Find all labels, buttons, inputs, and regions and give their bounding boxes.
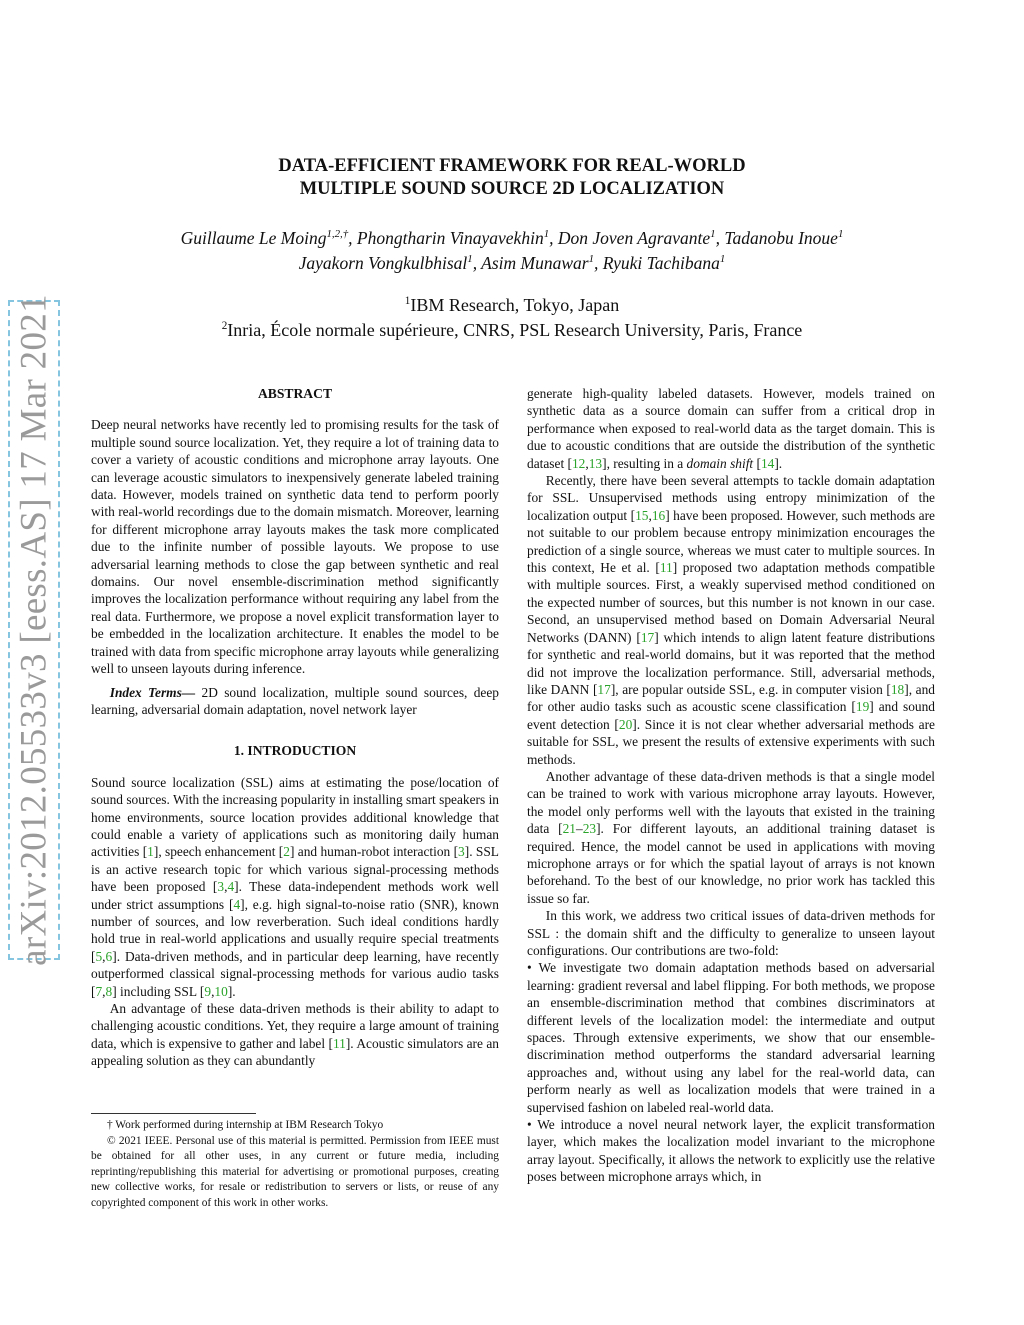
arxiv-stamp: arXiv:2012.05533v3 [eess.AS] 17 Mar 2021 [13, 294, 55, 966]
arxiv-stamp-box [8, 294, 60, 966]
author-affil-marker: 1 [588, 253, 595, 266]
paper-title [150, 155, 874, 201]
citation-link[interactable]: 16 [651, 507, 666, 523]
abstract-text: Deep neural networks have recently led to promising results for the task of multiple sound source localization. Yet, they require a lot of training data to cover a variety of acoustic conditions and microphone array layouts. One can leverage acoustic simulators to inexpensively generate labeled training data. However, models trained on synthetic data tend to perform poorly with real-world recordings due to the domain mismatch. Moreover, learning for different microphone array layouts makes the task more complicated due to the infinite number of possible layouts. We propose to use adversarial learning methods to close the gap between synthetic and real domains. Our novel ensemble-discrimination method significantly improves the localization performance without requiring any label from the real data. Furthermore, we propose a novel explicit transformation layer to be embedded in the localization architecture. It enables the model to be trained with data from specific microphone array layouts while generalizing well to unseen layouts during inference. [91, 417, 499, 677]
author-affil-marker: 1 [837, 228, 844, 241]
title-line-2: MULTIPLE SOUND SOURCE 2D LOCALIZATION [299, 179, 725, 199]
affiliations [140, 293, 884, 343]
author-name: Tadanobu Inoue [724, 228, 838, 248]
author-list [90, 226, 934, 276]
author-name: Jayakorn Vongkulbhisal [298, 253, 468, 273]
intro-paragraph-4: Recently, there have been several attempts to tackle domain adaptation for SSL. Unsupervised methods using entropy minimization of the localization output [15,16] have been proposed. However, such methods are not suitable to our problem because entropy minimization encourages the prediction of a single source, whereas we must cater to multiple sources. In this context, He et al. [11] proposed two adaptation methods compatible with multiple sources. First, a weakly supervised method conditioned on the expected number of sources, but this number is not known in our case. Second, an unsupervised method based on Domain Adversarial Neural Networks (DANN) [17] which intends to align latent feature distributions for synthetic and real-world domains, but it was reported that the method did not improve the localization performance. Still, adversarial methods, like DANN [17], are popular outside SSL, e.g. in computer vision [18], and for other audio tasks such as acoustic scene classification [19] and sound event detection [20]. Since it is not clear whether adversarial methods are suitable for SSL, we present the results of extensive experiments with such methods. [527, 473, 936, 767]
index-terms-text: 2D sound localization, multiple sound sources, deep learning, adversarial domain adaptation, novel network layer [91, 684, 499, 717]
citation-link[interactable]: 17 [640, 629, 655, 645]
citation-link[interactable]: 14 [760, 455, 775, 471]
citation-link[interactable]: 6 [105, 948, 113, 964]
citation-link[interactable]: 3 [458, 844, 465, 860]
citation-link[interactable]: 17 [597, 681, 611, 697]
citation-link[interactable]: 13 [588, 455, 603, 471]
citation-link[interactable]: 10 [214, 983, 228, 999]
citation-link[interactable]: 4 [233, 896, 241, 912]
footnote-copyright: © 2021 IEEE. Personal use of this material is permitted. Permission from IEEE must be obtained for all other uses, in any current or future media, including reprinting/republishing this material for advertising or promotional purposes, creating new collective works, for resale or redistribution to servers or lists, or reuse of any copyrighted component of this work in other works. [91, 1134, 499, 1209]
footnotes [91, 1118, 499, 1212]
affiliation-text: Inria, École normale supérieure, CNRS, PSL Research University, Paris, France [227, 320, 803, 340]
affiliation-marker: 2 [221, 320, 228, 332]
author-name: Asim Munawar [481, 253, 589, 273]
citation-link[interactable]: 23 [582, 821, 597, 837]
author-affil-marker: 1 [543, 228, 550, 241]
citation-link[interactable]: 7 [95, 983, 103, 999]
citation-link[interactable]: 20 [618, 716, 633, 732]
citation-link[interactable]: 9 [204, 983, 212, 999]
author-name: Don Joven Agravante [557, 228, 711, 248]
contribution-bullet-1: • We investigate two domain adaptation methods based on adversarial learning: gradient reversal and label flipping. For both methods, we propose an ensemble-discrimination method that combines discriminators at different levels of the localization model: the intermediate and output spaces. Through extensive experiments, we show that our ensemble-discrimination method outperforms the standard adversarial learning approaches and, without using any label for the real-world data, can perform nearly as well as localization models that were trained in a supervised fashion on labeled real-world data. [527, 960, 935, 1115]
intro-heading: 1. INTRODUCTION [233, 743, 357, 759]
emphasis-domain-shift: domain shift [686, 455, 754, 471]
citation-link[interactable]: 5 [95, 948, 103, 964]
right-column [527, 385, 935, 1186]
citation-link[interactable]: 3 [217, 879, 225, 895]
affiliation-1 [140, 293, 884, 318]
index-terms [91, 684, 499, 719]
citation-link[interactable]: 11 [659, 560, 673, 576]
citation-link[interactable]: 12 [571, 455, 586, 471]
author-affil-marker: 1 [467, 253, 473, 266]
intro-paragraph-2: An advantage of these data-driven methods is their ability to adapt to challenging acoustic conditions. Yet, they require a large amount of training data, which is expensive to gather and label [11]. Acoustic simulators are an appealing solution as they can abundantly [91, 1001, 499, 1069]
author-affil-marker: 1 [719, 253, 726, 266]
citation-link[interactable]: 2 [283, 844, 290, 860]
author-line-1: Guillaume Le Moing$^{1,2,\dagger}$, Phongtharin Vinayavekhin$^1$, Don Joven Agravante$^1$, Tadanobu Inoue$^1$ [180, 228, 844, 248]
citation-link[interactable]: 15 [635, 507, 649, 523]
footnote-rule [91, 1113, 256, 1114]
author-line-2: Jayakorn Vongkulbhisal$^1$, Asim Munawar$^1$, Ryuki Tachibana$^1$ [298, 253, 726, 273]
citation-link[interactable]: 19 [855, 699, 870, 715]
author-affil-marker: 1,2,† [326, 228, 349, 241]
citation-link[interactable]: 18 [890, 681, 905, 697]
affiliation-2 [140, 318, 884, 343]
title-line-1: DATA-EFFICIENT FRAMEWORK FOR REAL-WORLD [278, 156, 746, 176]
author-affil-marker: 1 [710, 228, 716, 241]
contribution-bullet-2: • We introduce a novel neural network layer, the explicit transformation layer, which makes the localization model invariant to the microphone array layout. Specifically, it allows the network to explicitly use the relative poses between microphone arrays which, in [527, 1117, 935, 1185]
abstract-heading: ABSTRACT [257, 386, 333, 401]
intro-paragraph-6: In this work, we address two critical issues of data-driven methods for SSL : the domain shift and the difficulty to generalize to unseen layout configurations. Our contributions are two-fold: [527, 908, 935, 958]
citation-link[interactable]: 11 [332, 1035, 346, 1051]
intro-paragraph-5: Another advantage of these data-driven methods is that a single model can be trained to work with various microphone array layouts. However, the model only performs well with the layouts that existed in the training data [21–23]. For different layouts, an additional training dataset is required. Hence, the model cannot be used in applications with moving microphone arrays or for which the spatial layout of arrays is not known beforehand. To the best of our knowledge, no prior work has tackled this issue so far. [527, 768, 936, 906]
citation-link[interactable]: 21 [562, 821, 576, 837]
author-name: Phongtharin Vinayavekhin [356, 228, 544, 248]
author-name: Ryuki Tachibana [602, 253, 720, 273]
intro-paragraph-1: Sound source localization (SSL) aims at estimating the pose/location of sound sources. With the increasing popularity in installing smart speakers in home environments, source location provides additional knowledge that could enable a variety of applications such as monitoring daily human activities [1], speech enhancement [2] and human-robot interaction [3]. SSL is an active research topic for which various signal-processing methods have been proposed [3,4]. These data-independent methods work well under strict assumptions [4], e.g. high signal-to-noise ratio (SNR), known number of sources, and low reverberation. Such ideal conditions hardly hold true in real-world applications and usually require special treatments [5,6]. Data-driven methods, and in particular deep learning, have recently outperformed classical signal-processing methods for various audio tasks [7,8] including SSL [9,10]. [91, 774, 499, 999]
index-terms-label: Index Terms— [109, 684, 196, 700]
affiliation-text: IBM Research, Tokyo, Japan [410, 295, 620, 315]
citation-link[interactable]: 4 [227, 879, 235, 895]
author-name: Guillaume Le Moing [180, 228, 327, 248]
affiliation-marker: 1 [404, 295, 411, 307]
citation-link[interactable]: 8 [105, 983, 113, 999]
intro-paragraph-3: generate high-quality labeled datasets. However, models trained on synthetic data as a source domain can suffer from a critical drop in performance when exposed to real-world data as the target domain. This is due to acoustic conditions that are outside the distribution of the synthetic dataset [12,13], resulting in a domain shift [14]. [527, 386, 935, 471]
left-column [91, 385, 499, 1070]
citation-link[interactable]: 1 [147, 844, 154, 860]
footnote-internship: † Work performed during internship at IBM Research Tokyo [106, 1119, 384, 1131]
